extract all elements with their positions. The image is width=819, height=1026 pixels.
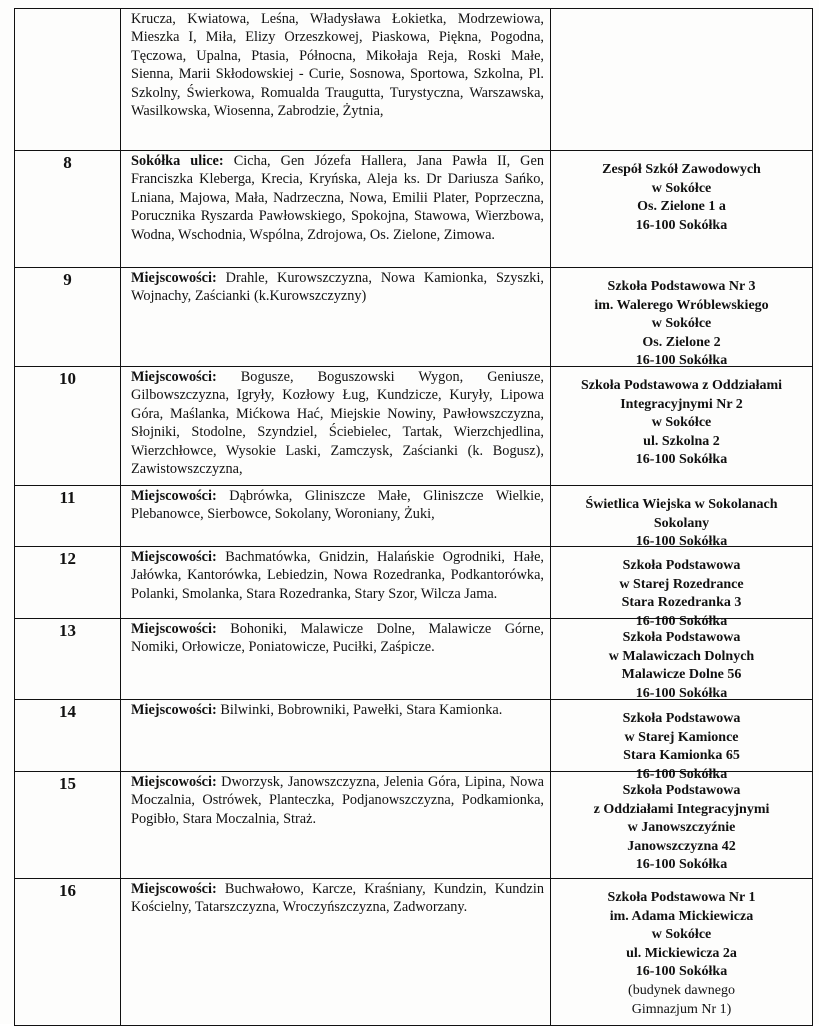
polling-station-line: Zespół Szkół Zawodowych [602,162,761,177]
district-number: 12 [15,547,121,618]
polling-station-line: 16-100 Sokółka [635,217,728,233]
polling-station-line: Szkoła Podstawowa z Oddziałami [580,378,783,393]
polling-station-line: w Sokółce [651,180,712,196]
polling-station-line: w Starej Rozedrance [619,576,744,592]
area-label: Miejscowości: [131,488,217,504]
polling-station-line: Szkoła Podstawowa [622,558,741,573]
district-number: 13 [15,619,121,699]
area-streets-text: Buchwałowo, Karcze, Kraśniany, Kundzin, Kundzin Kościelny, Tatarszczyzna, Wroczyńszczyzna, Zadworzany. [131,881,545,916]
polling-station-line: Integracyjnymi Nr 2 [620,396,743,412]
district-area-cell [121,486,551,546]
polling-station-line: Szkoła Podstawowa [622,711,741,726]
polling-station-line: Stara Rozedranka 3 [621,595,742,611]
polling-station-line: w Sokółce [651,415,712,431]
table-row [15,367,813,486]
district-number: 15 [15,772,121,878]
polling-station-cell [551,486,813,550]
polling-station-line: w Starej Kamionce [624,729,739,745]
polling-station-cell [551,700,813,782]
district-number: 10 [15,367,121,485]
polling-station-line: Szkoła Podstawowa [622,783,741,798]
polling-station-cell [551,879,813,1025]
district-area-cell [121,619,551,699]
area-streets-text: Krucza, Kwiatowa, Leśna, Władysława Łokietka, Modrzewiowa, Mieszka I, Miła, Elizy Orzeszkowej, Piaskowa, Piękna, Pogodna, Tęczowa, Upalna, Ptasia, Północna, Mikołaja Reja, Roski Małe, Sienna, Marii Skłodowskiej - Curie, Sosnowa, Sportowa, Szkolna, Pl. Szkolny, Świerkowa, Romualda Traugutta, Turystyczna, Warszawska, Wasilkowska, Wiosenna, Zabrodzie, Żytnia, [131,11,544,120]
district-number: 16 [15,879,121,1025]
polling-station-cell [551,619,813,699]
district-number [15,9,121,150]
district-number: 9 [15,268,121,366]
area-label: Miejscowości: [131,369,217,385]
table-row [15,619,813,700]
district-number: 8 [15,151,121,267]
polling-station-line: im. Walerego Wróblewskiego [594,297,769,313]
table-row [15,879,813,1026]
area-label: Miejscowości: [131,270,217,286]
polling-station-line: Sokolany [653,515,710,531]
polling-station-line: 16-100 Sokółka [635,685,728,701]
area-label: Miejscowości: [131,702,217,718]
area-streets-text: Bachmatówka, Gnidzin, Halańskie Ogrodniki, Hałe, Jałówka, Kantorówka, Lebiedzin, Nowa Rozedranka, Podkantorówka, Polanki, Smolanka, Stara Rozedranka, Stary Szor, Wilcza Jama. [131,549,544,602]
polling-station-cell [551,151,813,267]
district-area-cell [121,547,551,618]
area-label: Miejscowości: [131,621,217,637]
polling-station-cell [551,367,813,485]
table-row [15,772,813,879]
polling-station-line: Os. Zielone 2 [642,334,721,350]
polling-station-line: ul. Mickiewicza 2a [626,945,737,961]
polling-station-line: w Malawiczach Dolnych [608,648,755,664]
polling-station-line: 16-100 Sokółka [635,534,728,550]
area-streets-text: Dworzysk, Janowszczyzna, Jelenia Góra, Lipina, Nowa Moczalnia, Ostrówek, Planteczka, Podjanowszczyzna, Podkamionka, Pogibło, Stara Moczalnia, Straż. [131,774,544,827]
area-label: Sokółka ulice: [131,153,224,169]
district-number: 11 [15,486,121,546]
area-label: Miejscowości: [131,549,217,565]
polling-station-line: 16-100 Sokółka [635,353,728,369]
table-row [15,151,813,268]
polling-station-line: Stara Kamionka 65 [623,748,740,764]
area-label: Miejscowości: [131,881,217,897]
table-row [15,700,813,782]
polling-station-line: im. Adama Mickiewicza [609,908,754,924]
polling-station-cell [551,772,813,878]
polling-station-line: Świetlica Wiejska w Sokolanach [585,497,778,512]
polling-station-note: Gimnazjum Nr 1) [631,1001,732,1017]
polling-station-note: (budynek dawnego [628,982,735,998]
area-streets-text: Bogusze, Boguszowski Wygon, Geniusze, Gilbowszczyzna, Igryły, Kozłowy Ług, Kundzicze, Kuryły, Lipowa Góra, Maślanka, Mićkowa Hać, Miejskie Nowiny, Pawłowszczyzna, Słojniki, Stodolne, Szyndziel, Ściebielec, Tartak, Wierzchjedlina, Wierzchłowce, Wysokie Laski, Zamczysk, Zaścianki (k. Bogusz), Zawistowszczyzna, [131,369,544,478]
district-area-cell [121,700,551,771]
polling-stations-table [14,8,813,1026]
district-area-cell [121,268,551,366]
polling-station-line: w Sokółce [651,927,712,943]
polling-station-cell [551,9,813,150]
table-row [15,268,813,367]
area-label: Miejscowości: [131,774,217,790]
polling-station-line: Malawicze Dolne 56 [621,667,742,683]
area-streets-text: Cicha, Gen Józefa Hallera, Jana Pawła II, Gen Franciszka Kleberga, Krecia, Kryńska, Aleja ks. Dr Dariusza Sańko, Lniana, Majowa, Mała, Nadrzeczna, Nowa, Emilii Plater, Poprzeczna, Porucznika Ryszarda Pawłowskiego, Spokojna, Stawowa, Wierzbowa, Wodna, Wschodnia, Wspólna, Zdrojowa, Os. Zielone, Zimowa. [131,153,545,243]
polling-station-line: Szkoła Podstawowa Nr 3 [607,279,756,294]
table-row [15,486,813,550]
district-area-cell [121,879,551,1025]
district-number: 14 [15,700,121,771]
polling-station-cell [551,547,813,629]
area-streets-text: Bohoniki, Malawicze Dolne, Malawicze Górne, Nomiki, Orłowicze, Poniatowicze, Puciłki, Zaśpicze. [131,621,544,656]
polling-station-line: Janowszczyzna 42 [627,838,736,854]
polling-station-line: 16-100 Sokółka [635,964,728,980]
area-streets-text: Bilwinki, Bobrowniki, Pawełki, Stara Kamionka. [220,702,503,718]
polling-station-line: 16-100 Sokółka [635,613,728,629]
polling-station-line: ul. Szkolna 2 [643,433,720,449]
district-area-cell [121,151,551,267]
polling-station-cell [551,268,813,369]
district-area-cell [121,9,551,150]
polling-station-line: w Sokółce [651,316,712,332]
polling-station-line: Szkoła Podstawowa [622,630,741,645]
table-row [15,9,813,151]
polling-station-line: 16-100 Sokółka [635,857,728,873]
district-area-cell [121,367,551,485]
area-streets-text: Dąbrówka, Gliniszcze Małe, Gliniszcze Wielkie, Plebanowce, Sierbowce, Sokolany, Woroniany, Żuki, [131,488,544,523]
polling-station-line: Os. Zielone 1 a [637,199,726,215]
polling-station-line: z Oddziałami Integracyjnymi [593,801,770,817]
area-streets-text: Drahle, Kurowszczyzna, Nowa Kamionka, Szyszki, Wojnachy, Zaścianki (k.Kurowszczyzny) [131,270,544,305]
polling-station-line: 16-100 Sokółka [635,766,728,782]
polling-station-line: w Janowszczyźnie [627,820,736,836]
table-row [15,547,813,629]
district-area-cell [121,772,551,878]
polling-station-line: 16-100 Sokółka [635,452,728,468]
polling-station-line: Szkoła Podstawowa Nr 1 [607,890,756,905]
